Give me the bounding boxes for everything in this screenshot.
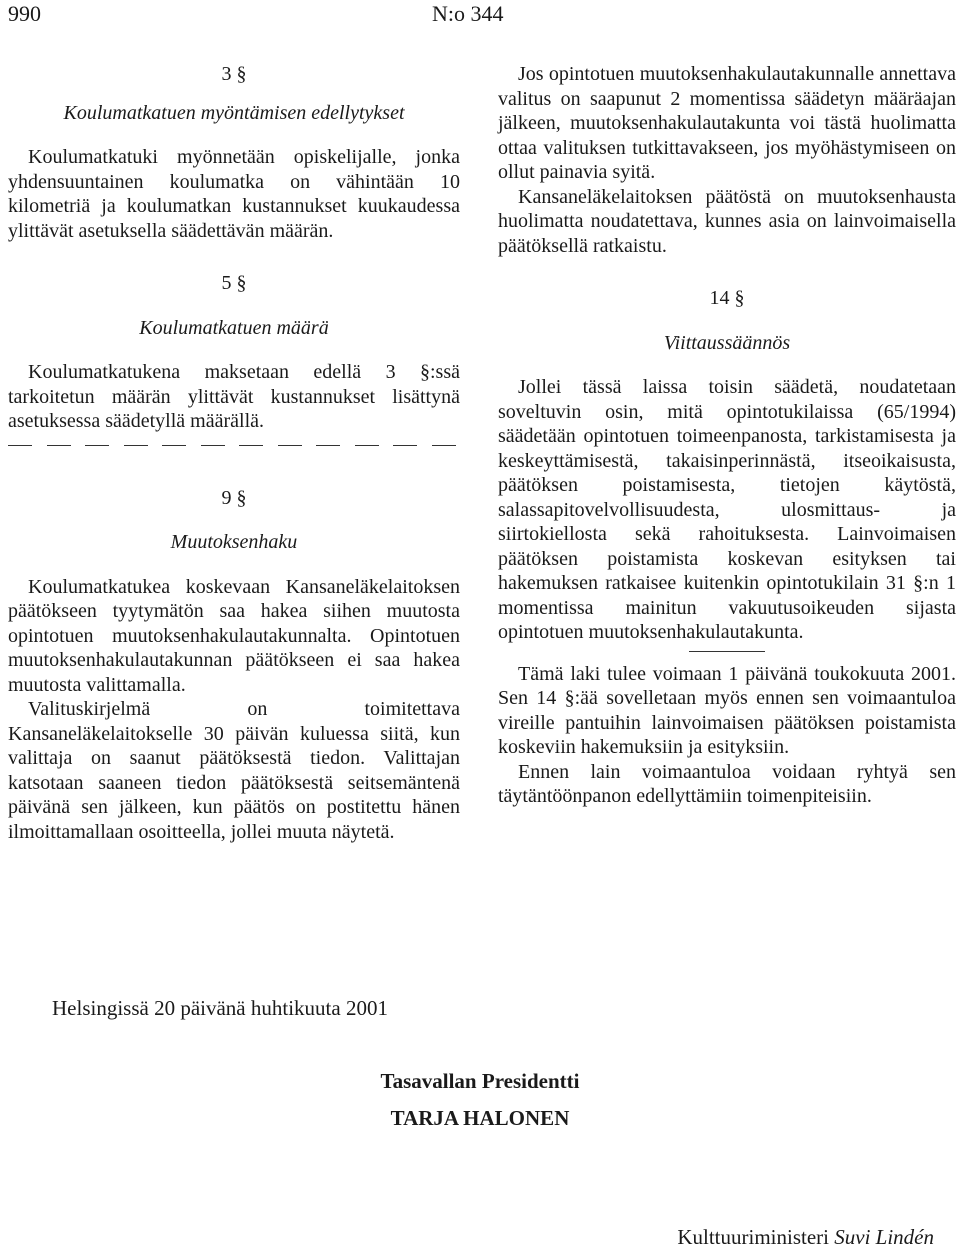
section-9-number: 9 § [221,486,247,509]
section-14-title: Viittaussäännös [663,331,791,354]
section-9-title: Muutoksenhaku [170,531,298,553]
section-3-number: 3 § [221,63,247,85]
omission-dashes [8,434,460,458]
right-column [498,62,956,809]
section-9-paragraph-1: Koulumatkatukea koskevaan Kansaneläkelaitoksen päätökseen tyytymätön saa hakea siihen muutosta opintotuen muutoksenhakulautakunnalta. Opintotuen muutoksenhakulautakunnan päätökseen ei saa hakea muutosta valittamalla. [8,575,460,696]
place-and-date: Helsingissä 20 päivänä huhtikuuta 2001 [52,996,388,1020]
section-divider-rule [689,651,765,652]
section-14-paragraph: Jollei tässä laissa toisin säädetä, noudatetaan soveltuvin osin, mitä opintotukilaissa (65/1994) säädetään opintotuen toimeenpanosta, tarkistamisesta ja keskeyttämisestä, takaisinperinnästä, itseoikaisusta, päätöksen poistamisesta, tietojen käytöstä, salassapitovelvollisuudesta, ulosmittaus- ja siirtokiellosta sekä rahoituksesta. Lainvoimaisen päätöksen poistamista koskevan esityksen tai hakemuksen ratkaisee kuitenkin opintotukilain 31 §:n 1 momentissa mainitun vakuutusoikeuden sijasta opintotuen muutoksenhakulautakunta. [498,376,956,643]
president-name: TARJA HALONEN [390,1106,570,1130]
issue-number: N:o 344 [432,1,504,26]
minister-title: Kulttuuriministeri [677,1225,829,1249]
president-title: Tasavallan Presidentti [380,1069,580,1093]
entry-into-force-paragraph: Tämä laki tulee voimaan 1 päivänä toukokuuta 2001. Sen 14 §:ää sovelletaan myös ennen sen voimaantuloa vireille pantuihin lainvoimaisen päätöksen poistamista koskeviin hakemuksiin ja esityksiin. [498,662,956,758]
section-3-title: Koulumatkatuen myöntämisen edellytykset [63,101,405,124]
section-14-number: 14 § [709,287,745,309]
minister-name: Suvi Lindén [834,1225,934,1249]
section-5-number: 5 § [221,272,247,294]
section-5-title: Koulumatkatuen määrä [139,316,329,339]
appeal-paragraph-3: Jos opintotuen muutoksenhakulautakunnalle annettava valitus on saapunut 2 momentissa säädetyn määräajan jälkeen, muutoksenhakulautakunta voi tästä huolimatta ottaa valituksen tutkittavakseen, jos myöhästymiseen on ollut painavia syitä. [498,63,956,183]
section-3-paragraph: Koulumatkatuki myönnetään opiskelijalle, jonka yhdensuuntainen koulumatka on vähintään 10 kilometriä ja koulumatkan kustannukset kuukaudessa ylittävät asetuksella säädettävän määrän. [8,146,460,242]
page-number: 990 [8,1,41,26]
section-5-paragraph: Koulumatkatukena maksetaan edellä 3 §:ssä tarkoitetun määrän ylittävät kustannukset lisättynä asetuksessa säädetyllä määrällä. [8,361,460,432]
left-column [8,62,460,844]
implementation-paragraph: Ennen lain voimaantuloa voidaan ryhtyä sen täytäntöönpanon edellyttämiin toimenpiteisiin. [498,760,956,807]
appeal-paragraph-4: Kansaneläkelaitoksen päätöstä on muutoksenhausta huolimatta noudatettava, kunnes asia on lainvoimaisella päätöksellä ratkaistu. [498,185,956,257]
section-9-paragraph-2: Valituskirjelmä on toimitettava Kansaneläkelaitokselle 30 päivän kuluessa siitä, kun valittaja on saanut päätöksestä tiedon. Valittajan katsotaan saaneen tiedon päätöksestä seitsemäntenä päivänä sen jälkeen, kun päätös on postitettu hänen ilmoittamallaan osoitteella, jollei muuta näytetä. [8,698,460,843]
minister-signature [677,1225,934,1249]
